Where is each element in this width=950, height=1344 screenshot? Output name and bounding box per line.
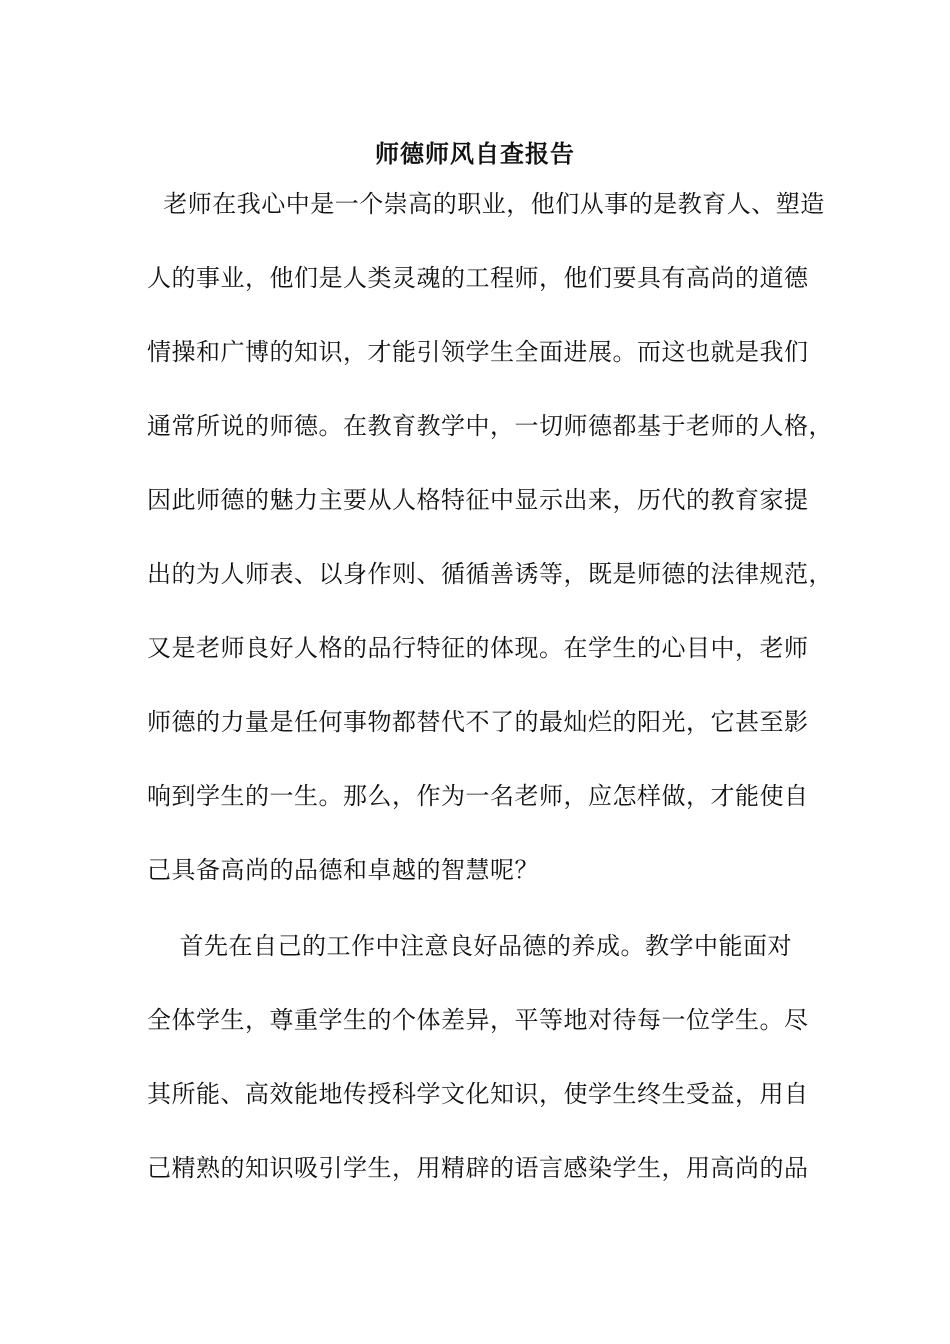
body-line: 情操和广博的知识，才能引领学生全面进展。而这也就是我们 — [147, 338, 809, 366]
body-line: 响到学生的一生。那么，作为一名老师，应怎样做，才能使自 — [147, 782, 809, 810]
body-line: 己精熟的知识吸引学生，用精辟的语言感染学生，用高尚的品 — [147, 1154, 809, 1182]
body-line: 通常所说的师德。在教育教学中，一切师德都基于老师的人格， — [147, 412, 833, 440]
body-line: 首先在自己的工作中注意良好品德的养成。教学中能面对 — [147, 932, 793, 960]
body-line: 人的事业，他们是人类灵魂的工程师，他们要具有高尚的道德 — [147, 264, 809, 292]
body-line: 因此师德的魅力主要从人格特征中显示出来，历代的教育家提 — [147, 486, 809, 514]
body-line: 全体学生，尊重学生的个体差异，平等地对待每一位学生。尽 — [147, 1006, 809, 1034]
body-line: 其所能、高效能地传授科学文化知识，使学生终生受益，用自 — [147, 1080, 809, 1108]
body-line: 又是老师良好人格的品行特征的体现。在学生的心目中，老师 — [147, 634, 809, 662]
body-line: 师德的力量是任何事物都替代不了的最灿烂的阳光，它甚至影 — [147, 708, 809, 736]
body-line: 己具备高尚的品德和卓越的智慧呢？ — [147, 856, 539, 884]
body-line: 老师在我心中是一个崇高的职业，他们从事的是教育人、塑造 — [147, 190, 825, 218]
document-title: 师德师风自查报告 — [375, 139, 575, 168]
body-line: 出的为人师表、以身作则、循循善诱等，既是师德的法律规范， — [147, 560, 833, 588]
